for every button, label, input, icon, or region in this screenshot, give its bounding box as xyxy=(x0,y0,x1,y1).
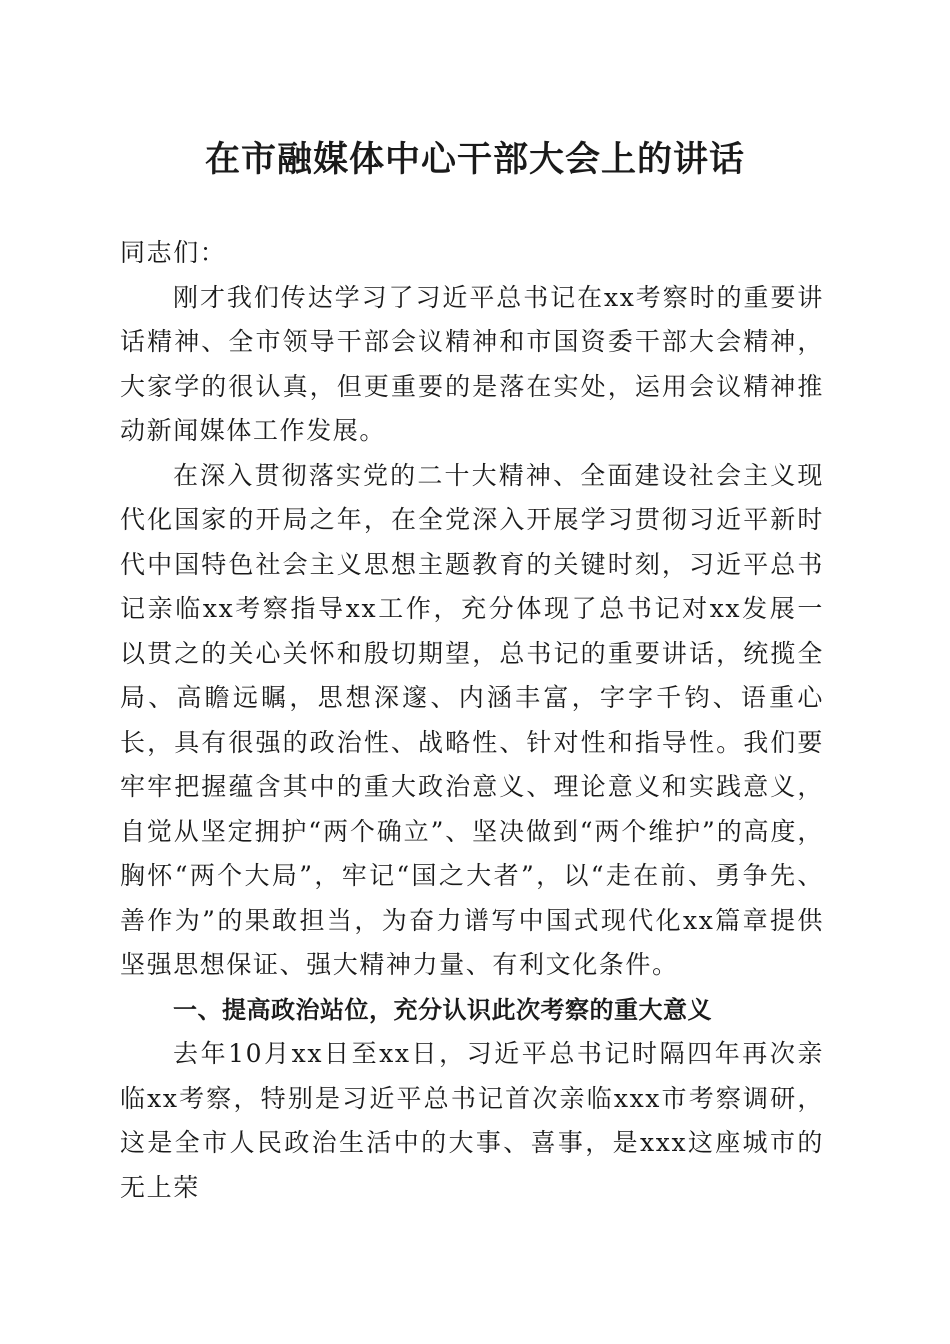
document-body xyxy=(120,231,824,1210)
document-title: 在市融媒体中心干部大会上的讲话 xyxy=(204,139,745,180)
section-paragraph: 去年10月xx日至xx日，习近平总书记时隔四年再次亲临xx考察，特别是习近平总书记首次亲临xxx市考察调研，这是全市人民政治生活中的大事、喜事，是xxx这座城市的无上荣 xyxy=(120,1039,824,1202)
salutation: 同志们： xyxy=(120,238,227,267)
section-heading: 一、提高政治站位，充分认识此次考察的重大意义 xyxy=(173,995,712,1024)
paragraph-context: 在深入贯彻落实党的二十大精神、全面建设社会主义现代化国家的开局之年，在全党深入开展学习贯彻习近平新时代中国特色社会主义思想主题教育的关键时刻，习近平总书记亲临xx考察指导xx工作，充分体现了总书记对xx发展一以贯之的关心关怀和殷切期望，总书记的重要讲话，统揽全局、高瞻远瞩，思想深邃、内涵丰富，字字千钧、语重心长，具有很强的政治性、战略性、针对性和指导性。我们要牢牢把握蕴含其中的重大政治意义、理论意义和实践意义，自觉从坚定拥护“两个确立”、坚决做到“两个维护”的高度，胸怀“两个大局”，牢记“国之大者”，以“走在前、勇争先、善作为”的果敢担当，为奋力谱写中国式现代化xx篇章提供坚强思想保证、强大精神力量、有利文化条件。 xyxy=(120,460,824,979)
paragraph-opening: 刚才我们传达学习了习近平总书记在xx考察时的重要讲话精神、全市领导干部会议精神和市国资委干部大会精神，大家学的很认真，但更重要的是落在实处，运用会议精神推动新闻媒体工作发展。 xyxy=(120,282,824,445)
